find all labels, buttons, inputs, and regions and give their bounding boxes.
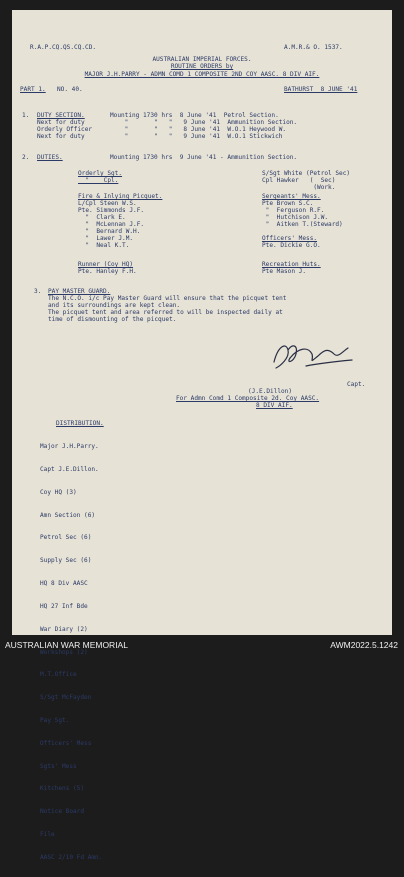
section-1-label: Next for duty	[37, 119, 85, 126]
distribution-item: Capt J.E.Dillon.	[40, 466, 99, 474]
section-3-text: and its surroundings are kept clean.	[48, 302, 181, 309]
sergeants-mess-member: " Ferguson R.F.	[262, 207, 325, 214]
recreation-member: Pte Mason J.	[262, 268, 307, 275]
distribution-item: Kitchens (5)	[40, 785, 85, 793]
orderly-sgt-label: Orderly Sgt.	[78, 170, 123, 177]
part-label: PART 1.	[20, 86, 46, 93]
top-left-reference: R.A.P.CQ.QS.CQ.CD.	[30, 44, 97, 51]
section-3-text: time of dismounting of the picquet.	[48, 316, 177, 323]
right-duty-line: Cpl Hawker ( Sec)	[262, 177, 336, 184]
document-title: AUSTRALIAN IMPERIAL FORCES.	[152, 56, 252, 63]
section-2-title: DUTIES.	[37, 154, 63, 161]
distribution-title: DISTRIBUTION.	[56, 420, 104, 427]
recreation-title: Recreation Huts.	[262, 261, 321, 268]
sergeants-mess-title: Sergeants' Mess.	[262, 193, 321, 200]
distribution-item: Major J.H.Parry.	[40, 443, 99, 451]
distribution-item: Pay Sgt.	[40, 716, 70, 724]
fire-picquet-member: " Lawer J.M.	[78, 235, 134, 242]
distribution-item: Notice Board	[40, 808, 85, 816]
distribution-item: AASC 2/10 Fd Amn.	[40, 853, 103, 861]
section-2-number: 2.	[22, 154, 30, 161]
right-duty-line: S/Sgt White (Petrol Sec)	[262, 170, 351, 177]
distribution-item: HQ 27 Inf Bde	[40, 602, 88, 610]
distribution-item: Sgts' Mess	[40, 762, 77, 770]
section-1-number: 1.	[22, 112, 30, 119]
fire-picquet-title: Fire & Inlying Picquet.	[78, 193, 163, 200]
top-right-reference: A.M.R.& O. 1537.	[284, 44, 343, 51]
distribution-item: Officers' Mess	[40, 739, 92, 747]
section-1-row: " " " 9 June '41 Ammunition Section.	[110, 119, 298, 126]
runner-name: Pte. Hanley F.H.	[78, 268, 137, 275]
orderly-cpl-label: " Cpl.	[78, 177, 119, 184]
archive-footer	[0, 637, 404, 653]
section-1-title: DUTY SECTION.	[37, 112, 85, 119]
distribution-item: File	[40, 831, 55, 839]
distribution-item: Supply Sec (6)	[40, 557, 92, 565]
footer-institution: AUSTRALIAN WAR MEMORIAL	[5, 640, 128, 650]
officers-mess-member: Pte. Dickie G.O.	[262, 242, 321, 249]
section-3-title: PAY MASTER GUARD.	[48, 288, 111, 295]
fire-picquet-member: " McLennan J.F.	[78, 221, 145, 228]
sergeants-mess-member: " Aitken T.(Steward)	[262, 221, 343, 228]
right-duty-line: (Work.	[262, 184, 336, 191]
officers-mess-title: Officers' Mess.	[262, 235, 318, 242]
fire-picquet-member: " Neal K.T.	[78, 242, 130, 249]
order-number: NO. 40.	[57, 86, 83, 93]
distribution-item: Workshops (2)	[40, 648, 88, 656]
distribution-item: HQ 8 Div AASC	[40, 580, 88, 588]
handwritten-signature	[268, 336, 360, 374]
distribution-item: S/Sgt McFayden	[40, 694, 92, 702]
fire-picquet-member: " Clark E.	[78, 214, 126, 221]
section-3-text: The picquet tent and area referred to will be inspected daily at	[48, 309, 283, 316]
signatory-name: (J.E.Dillon)	[248, 388, 293, 395]
section-2-row: Mounting 1730 hrs 9 June '41 - Ammunition Section.	[110, 154, 298, 161]
signatory-unit: 8 DIV AIF.	[256, 402, 293, 409]
signatory-rank: Capt.	[347, 381, 366, 388]
fire-picquet-member: " Bernard W.H.	[78, 228, 141, 235]
signatory-for-line: For Admn Comd 1 Composite 2d. Coy AASC.	[176, 395, 320, 402]
section-1-row: " " " 8 June '41 W.O.1 Heywood W.	[110, 126, 287, 133]
runner-title: Runner (Coy HQ)	[78, 261, 134, 268]
section-3-number: 3.	[34, 288, 42, 295]
sergeants-mess-member: Pte Brown S.C.	[262, 200, 314, 207]
place-date: BATHURST 8 JUNE '41	[284, 86, 358, 93]
section-1-label: Next for duty	[37, 133, 85, 140]
distribution-item: M.T.Office	[40, 671, 77, 679]
fire-picquet-member: Pte. Simmonds J.F.	[78, 207, 145, 214]
distribution-item: Coy HQ (3)	[40, 488, 77, 496]
section-1-row: Mounting 1730 hrs 8 June '41 Petrol Section.	[110, 112, 279, 119]
distribution-item: Amn Section (6)	[40, 511, 96, 519]
section-3-text: The N.C.O. i/c Pay Master Guard will ensure that the picquet tent	[48, 295, 287, 302]
distribution-item: Petrol Sec (6)	[40, 534, 92, 542]
document-subtitle: ROUTINE ORDERS by	[170, 63, 234, 70]
footer-accession-number: AWM2022.5.1242	[330, 640, 398, 650]
section-1-row: " " " 9 June '41 W.O.1 Stickwich	[110, 133, 283, 140]
fire-picquet-member: L/Cpl Steen W.S.	[78, 200, 137, 207]
distribution-item: War Diary (2)	[40, 625, 88, 633]
sergeants-mess-member: " Hutchison J.W.	[262, 214, 329, 221]
section-1-label: Orderly Officer	[37, 126, 93, 133]
officer-line: MAJOR J.H.PARRY - ADMN COMD 1 COMPOSITE 2ND COY AASC. 8 DIV AIF.	[84, 71, 320, 78]
